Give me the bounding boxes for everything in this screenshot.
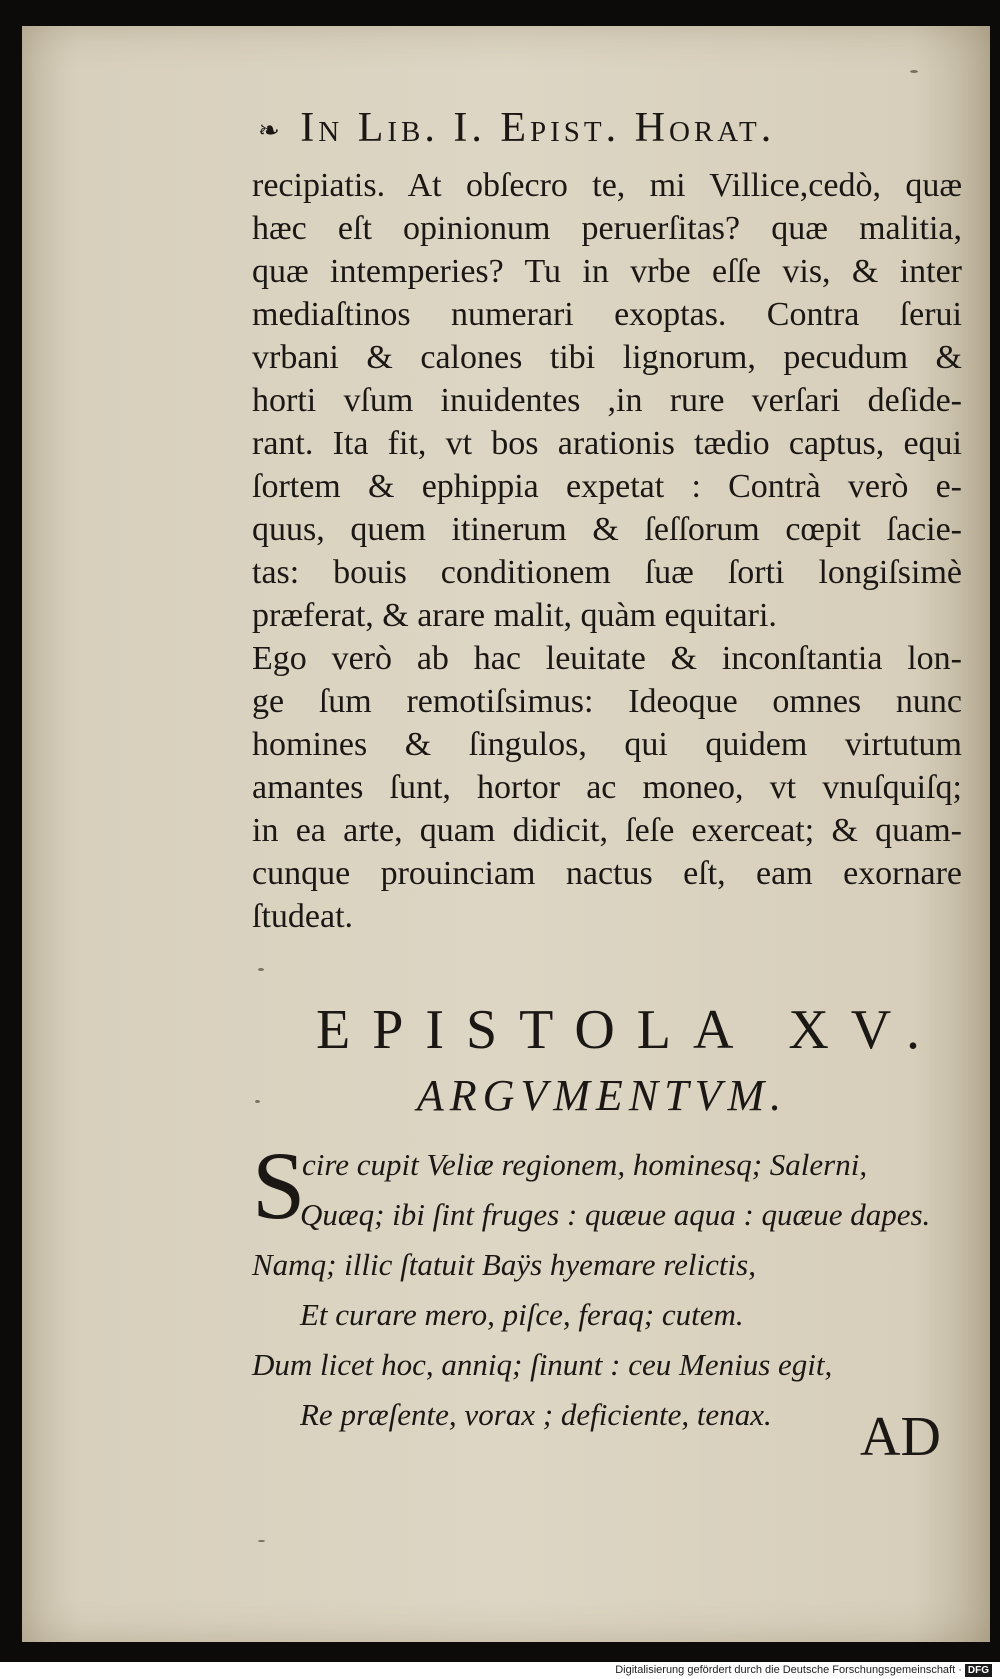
body-line: in ea arte, quam didicit, ſeſe exerceat; & quam- <box>252 812 962 849</box>
poem-line: Re præſente, vorax ; deficiente, tenax. <box>300 1397 772 1432</box>
body-line: hæc eſt opinionum peruerſitas? quæ malitia, <box>252 210 962 247</box>
poem-line: Quæq; ibi ſint fruges : quæue aqua : quæue dapes. <box>300 1197 931 1232</box>
catchword: AD <box>860 1406 941 1468</box>
ornament-icon: ❧ <box>258 116 280 146</box>
paper-speck <box>255 1100 260 1103</box>
paper-speck <box>258 1540 265 1542</box>
body-line: homines & ſingulos, qui quidem virtutum <box>252 726 962 763</box>
body-line: quæ intemperies? Tu in vrbe eſſe vis, & inter <box>252 253 962 290</box>
body-line: mediaſtinos numerari exoptas. Contra ſerui <box>252 296 962 333</box>
paper-speck <box>910 70 918 73</box>
argumentum-heading: ARGVMENTVM. <box>416 1071 788 1120</box>
epistola-heading: EPISTOLA XV. <box>316 999 943 1061</box>
body-line: horti vſum inuidentes ,in rure verſari deſide- <box>252 382 962 419</box>
digitization-footer <box>600 1662 992 1679</box>
body-text <box>252 164 962 938</box>
body-line: vrbani & calones tibi lignorum, pecudum & <box>252 339 962 376</box>
body-line: amantes ſunt, hortor ac moneo, vt vnuſquiſq; <box>252 769 962 806</box>
body-line: ge ſum remotiſsimus: Ideoque omnes nunc <box>252 683 962 720</box>
argument-poem <box>252 1132 972 1440</box>
poem-line: Et curare mero, piſce, feraq; cutem. <box>300 1297 744 1332</box>
running-title: In Lib. I. Epist. Horat. <box>300 105 776 151</box>
body-line: recipiatis. At obſecro te, mi Villice,cedò, quæ <box>252 167 962 204</box>
paper-speck <box>258 968 264 971</box>
body-line: præferat, & arare malit, quàm equitari. <box>252 597 777 634</box>
body-line: ſortem & ephippia expetat : Contrà verò e- <box>252 468 962 505</box>
dfg-logo: DFG <box>965 1664 992 1677</box>
body-line: quus, quem itinerum & ſeſſorum cœpit ſacie- <box>252 511 962 548</box>
body-line: ſtudeat. <box>252 898 354 935</box>
poem-line: Namq; illic ſtatuit Baÿs hyemare relictis, <box>252 1247 756 1282</box>
running-header <box>258 104 898 152</box>
body-line: cunque prouinciam nactus eſt, eam exornare <box>252 855 962 892</box>
body-line: tas: bouis conditionem ſuæ ſorti longiſsimè <box>252 554 962 591</box>
poem-line: cire cupit Veliæ regionem, hominesq; Salerni, <box>302 1147 868 1182</box>
drop-capital: S <box>252 1132 306 1239</box>
body-line: Ego verò ab hac leuitate & inconſtantia lon- <box>252 640 962 677</box>
body-line: rant. Ita fit, vt bos arationis tædio captus, equi <box>252 425 962 462</box>
poem-line: Dum licet hoc, anniq; ſinunt : ceu Menius egit, <box>252 1347 833 1382</box>
footer-text: Digitalisierung gefördert durch die Deutsche Forschungsgemeinschaft · <box>615 1664 962 1676</box>
